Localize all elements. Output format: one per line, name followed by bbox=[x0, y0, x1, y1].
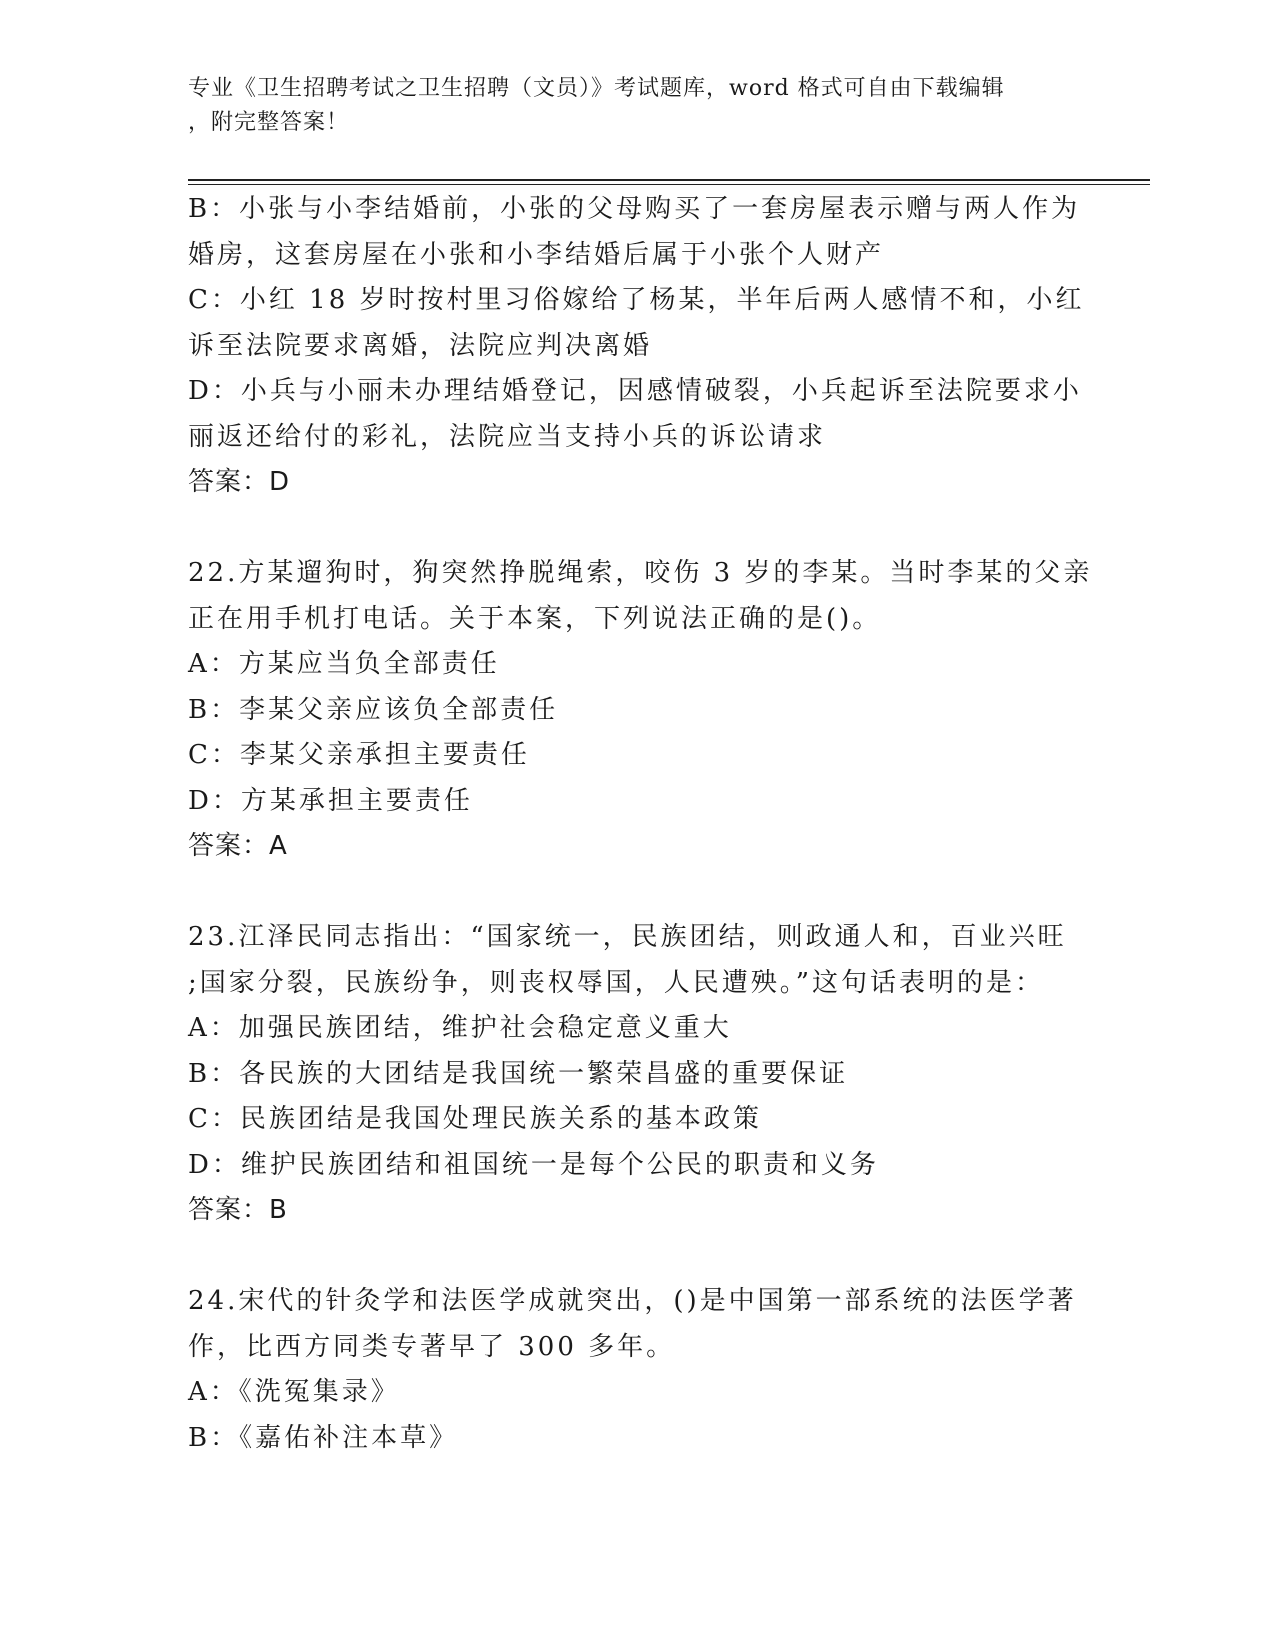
option-a: A：加强民族团结，维护社会稳定意义重大 bbox=[188, 1013, 732, 1043]
question-stem-line-1: 22.方某遛狗时，狗突然挣脱绳索，咬伤 3 岁的李某。当时李某的父亲 bbox=[188, 558, 1093, 588]
answer: 答案：D bbox=[188, 467, 291, 497]
option-b: B：李某父亲应该负全部责任 bbox=[188, 694, 559, 725]
question-stem-line-1: 23.江泽民同志指出：“国家统一，民族团结，则政通人和，百业兴旺 bbox=[188, 922, 1067, 952]
header-line-1: 专业《卫生招聘考试之卫生招聘（文员）》考试题库，word 格式可自由下载编辑 bbox=[188, 76, 1005, 101]
option-c: C：李某父亲承担主要责任 bbox=[188, 740, 530, 770]
spacer bbox=[188, 1234, 1088, 1280]
answer: 答案：A bbox=[188, 831, 288, 861]
header-line-2: ，附完整答案！ bbox=[188, 110, 350, 135]
spacer bbox=[188, 506, 1088, 552]
option-a: A：《洗冤集录》 bbox=[188, 1377, 400, 1407]
spacer bbox=[188, 870, 1088, 916]
question-list bbox=[188, 187, 1093, 1461]
option-d-line-1: D：小兵与小丽未办理结婚登记，因感情破裂，小兵起诉至法院要求小 bbox=[188, 376, 1082, 406]
question-21 bbox=[188, 187, 1088, 506]
question-stem-line-2: ;国家分裂，民族纷争，则丧权辱国，人民遭殃。”这句话表明的是： bbox=[188, 967, 1045, 998]
header-rule-thick bbox=[188, 179, 1150, 181]
option-b-line-2: 婚房，这套房屋在小张和小李结婚后属于小张个人财产 bbox=[188, 239, 885, 270]
option-a: A：方某应当负全部责任 bbox=[188, 649, 500, 679]
option-c-line-1: C：小红 18 岁时按村里习俗嫁给了杨某，半年后两人感情不和，小红 bbox=[188, 285, 1085, 315]
question-stem-line-1: 24.宋代的针灸学和法医学成就突出，()是中国第一部系统的法医学著 bbox=[188, 1286, 1077, 1316]
header-rule-thin bbox=[188, 184, 1150, 185]
option-b: B：各民族的大团结是我国统一繁荣昌盛的重要保证 bbox=[188, 1058, 849, 1089]
question-stem-line-2: 正在用手机打电话。关于本案，下列说法正确的是()。 bbox=[188, 603, 882, 634]
question-24 bbox=[188, 1279, 1088, 1461]
question-23 bbox=[188, 915, 1088, 1234]
option-b: B：《嘉佑补注本草》 bbox=[188, 1422, 459, 1453]
option-b-line-1: B：小张与小李结婚前，小张的父母购买了一套房屋表示赠与两人作为 bbox=[188, 194, 1081, 224]
option-c: C：民族团结是我国处理民族关系的基本政策 bbox=[188, 1104, 762, 1134]
option-d: D：方某承担主要责任 bbox=[188, 785, 473, 816]
answer: 答案：B bbox=[188, 1195, 288, 1225]
option-c-line-2: 诉至法院要求离婚，法院应判决离婚 bbox=[188, 330, 653, 361]
document-header bbox=[188, 72, 1088, 140]
option-d: D：维护民族团结和祖国统一是每个公民的职责和义务 bbox=[188, 1149, 879, 1180]
question-stem-line-2: 作，比西方同类专著早了 300 多年。 bbox=[188, 1331, 676, 1362]
option-d-line-2: 丽返还给付的彩礼，法院应当支持小兵的诉讼请求 bbox=[188, 421, 827, 452]
question-22 bbox=[188, 551, 1093, 870]
